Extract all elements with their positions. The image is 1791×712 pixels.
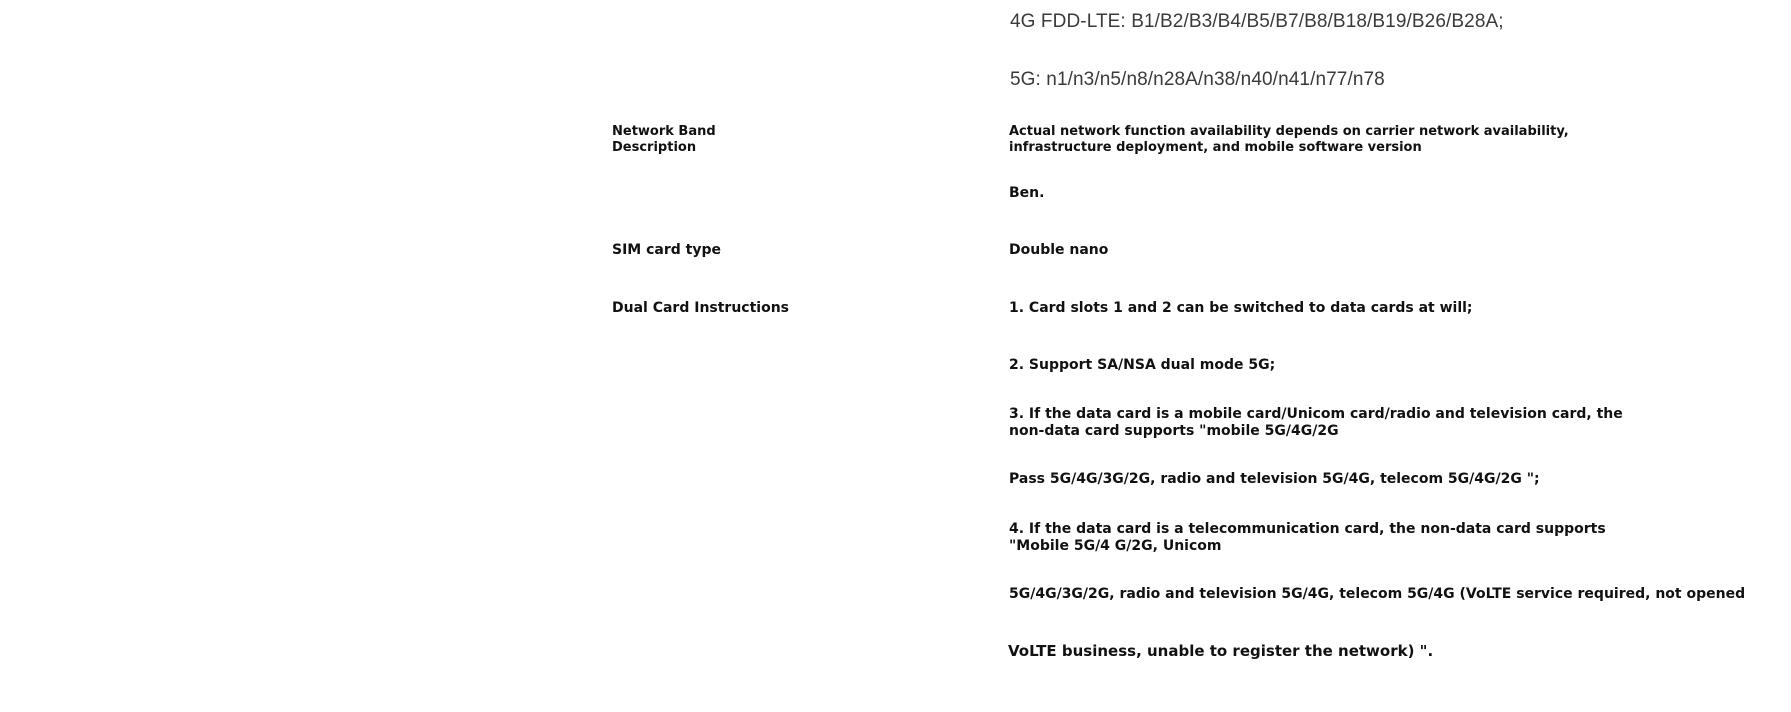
sim-card-type-value: Double nano [1009, 242, 1109, 258]
dual-card-item-4: 4. If the data card is a telecommunication card, the non-data card supports "Mobile 5G/4 G/2G, Unicom [1009, 521, 1606, 554]
dual-card-instructions-label: Dual Card Instructions [612, 300, 790, 316]
lte-bands-text: 4G FDD-LTE: B1/B2/B3/B4/B5/B7/B8/B18/B19/B26/B28A; [1010, 11, 1504, 32]
dual-card-item-3: 3. If the data card is a mobile card/Unicom card/radio and television card, the non-data card supports "mobile 5G/4G/2G [1009, 406, 1623, 439]
network-band-note: Ben. [1009, 185, 1045, 201]
network-band-label-line2: Description [612, 140, 697, 155]
nr-bands-text: 5G: n1/n3/n5/n8/n28A/n38/n40/n41/n77/n78 [1010, 69, 1385, 90]
dual-card-item-1: 1. Card slots 1 and 2 can be switched to data cards at will; [1009, 300, 1473, 316]
dual-card-item-4-cont: 5G/4G/3G/2G, radio and television 5G/4G, telecom 5G/4G (VoLTE service required, not opened [1009, 586, 1746, 602]
network-band-description-label [612, 124, 752, 156]
sim-card-type-label: SIM card type [612, 242, 721, 258]
dual-card-item-3-cont: Pass 5G/4G/3G/2G, radio and television 5G/4G, telecom 5G/4G/2G "; [1009, 471, 1540, 487]
network-band-description-value: Actual network function availability depends on carrier network availability, infrastructure deployment, and mobile software version [1009, 124, 1569, 155]
dual-card-item-2: 2. Support SA/NSA dual mode 5G; [1009, 357, 1276, 373]
network-band-label-line1: Network Band [612, 124, 716, 139]
dual-card-item-4-end: VoLTE business, unable to register the network) ". [1008, 642, 1434, 660]
